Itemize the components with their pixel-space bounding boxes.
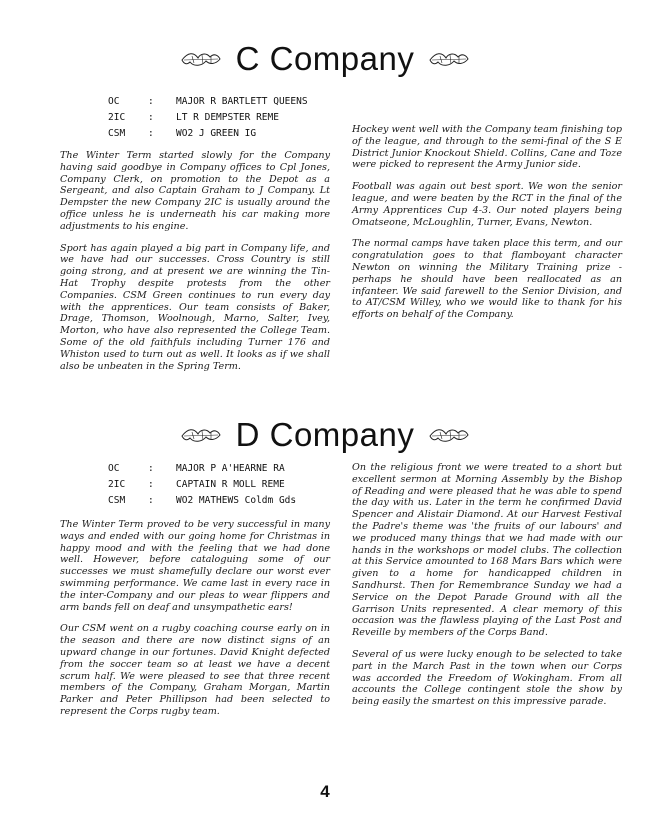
officer-role: OC: [108, 96, 120, 107]
officer-row: [108, 493, 296, 509]
paragraph: The Winter Term started slowly for the Company having said goodbye in Company offices to Cpl Jones, Company Clerk, on promotion to the Depot as a Sergeant, and also Captain Graham to J Company. Lt Dempster the new Company 2IC is usually around the office unless he is underneath his car making more adjustments to his engine.: [60, 150, 330, 232]
officer-row: [108, 94, 308, 110]
officer-separator: :: [148, 128, 154, 139]
c-company-heading: [0, 40, 650, 78]
officer-separator: :: [148, 495, 154, 506]
leaf-ornament-icon: [180, 48, 222, 70]
officer-role: OC: [108, 463, 120, 474]
officer-row: [108, 110, 308, 126]
paragraph: Football was again out best sport. We won the senior league, and were beaten by the RCT in the final of the Army Apprentices Cup 4-3. Our noted players being Omatseone, McLoughlin, Turner, Evans, Newton.: [352, 181, 622, 228]
page-number: 4: [320, 782, 330, 801]
paragraph: The normal camps have taken place this term, and our congratulation goes to that flamboyant character Newton on winning the Military Training prize - perhaps he should have been reallocated as an infanteer. We said farewell to the Senior Division, and to AT/CSM Willey, who we would like to thank for his efforts on behalf of the Company.: [352, 238, 622, 321]
paragraph: Sport has again played a big part in Company life, and we have had our successes. Cross Country is still going strong, and at present we are winning the Tin-Hat Trophy despite protests from the other Companies. CSM Green continues to run every day with the apprentices. Our team consists of Baker, Drage, Thomson, Woolnough, Marno, Salter, Ivey, Morton, who have also represented the College Team. Some of the old faithfuls including Turner 176 and Whiston used to turn out as well. It looks as if we shall also be unbeaten in the Spring Term.: [60, 242, 330, 372]
officer-name: MAJOR P A'HEARNE RA: [176, 463, 285, 474]
officer-separator: :: [148, 479, 154, 490]
page-title: C Company: [235, 40, 415, 77]
page-title: D Company: [235, 416, 415, 453]
officer-name: LT R DEMPSTER REME: [176, 112, 279, 123]
paragraph: Several of us were lucky enough to be selected to take part in the March Past in the town when our Corps was accorded the Freedom of Wokingham. From all accounts the College contingent stole the show by being easily the smartest on this impressive parade.: [352, 648, 622, 708]
leaf-ornament-icon: [428, 424, 470, 446]
paragraph: Hockey went well with the Company team finishing top of the league, and through to the semi-final of the S E District Junior Knockout Shield. Collins, Cane and Toze were picked to represent the Army Junior side.: [352, 124, 622, 171]
c-company-right-column: [352, 124, 622, 331]
officer-row: [108, 126, 308, 142]
officer-name: WO2 MATHEWS Coldm Gds: [176, 495, 297, 506]
officer-row: [108, 477, 296, 493]
officer-role: 2IC: [108, 479, 126, 490]
officer-role: 2IC: [108, 112, 126, 123]
leaf-ornament-icon: [428, 48, 470, 70]
officer-name: MAJOR R BARTLETT QUEENS: [176, 96, 308, 107]
officer-separator: :: [148, 463, 154, 474]
officer-row: [108, 461, 296, 477]
d-company-officers: [108, 461, 296, 509]
d-company-left-column: [60, 519, 330, 728]
paragraph: Our CSM went on a rugby coaching course early on in the season and there are now distinct signs of an upward change in our fortunes. David Knight defected from the soccer team so at least we have a decent scrum half. We were pleased to see that three recent members of the Company, Graham Morgan, Martin Parker and Peter Phillipson had been selected to represent the Corps rugby team.: [60, 623, 330, 717]
c-company-left-column: [60, 150, 330, 382]
c-company-officers: [108, 94, 308, 142]
officer-name: CAPTAIN R MOLL REME: [176, 479, 285, 490]
officer-separator: :: [148, 112, 154, 123]
leaf-ornament-icon: [180, 424, 222, 446]
officer-role: CSM: [108, 495, 126, 506]
officer-separator: :: [148, 96, 154, 107]
officer-role: CSM: [108, 128, 126, 139]
paragraph: The Winter Term proved to be very successful in many ways and ended with our going home for Christmas in happy mood and with the feeling that we had done well. However, before cataloguing some of our successes we must shamefully declare our worst ever swimming performance. We came last in every race in the inter-Company and our pleas to wear flippers and arm bands fell on deaf and unsympathetic ears!: [60, 519, 330, 613]
d-company-heading: [0, 416, 650, 454]
d-company-right-column: [352, 462, 622, 718]
paragraph: On the religious front we were treated to a short but excellent sermon at Morning Assembly by the Bishop of Reading and were pleased that he was able to spend the day with us. Later in the term he confirmed David Spencer and Alistair Diamond. At our Harvest Festival the Padre's theme was 'the fruits of our labours' and we produced many things that we had made with our hands in the workshops or model clubs. The collection at this Service amounted to 168 Mars Bars which were given to a home for handicapped children in Sandhurst. Then for Remembrance Sunday we had a Service on the Depot Parade Ground with all the Garrison Units represented. A clear memory of this occasion was the flawless playing of the Last Post and Reveille by members of the Corps Band.: [352, 462, 622, 639]
officer-name: WO2 J GREEN IG: [176, 128, 257, 139]
